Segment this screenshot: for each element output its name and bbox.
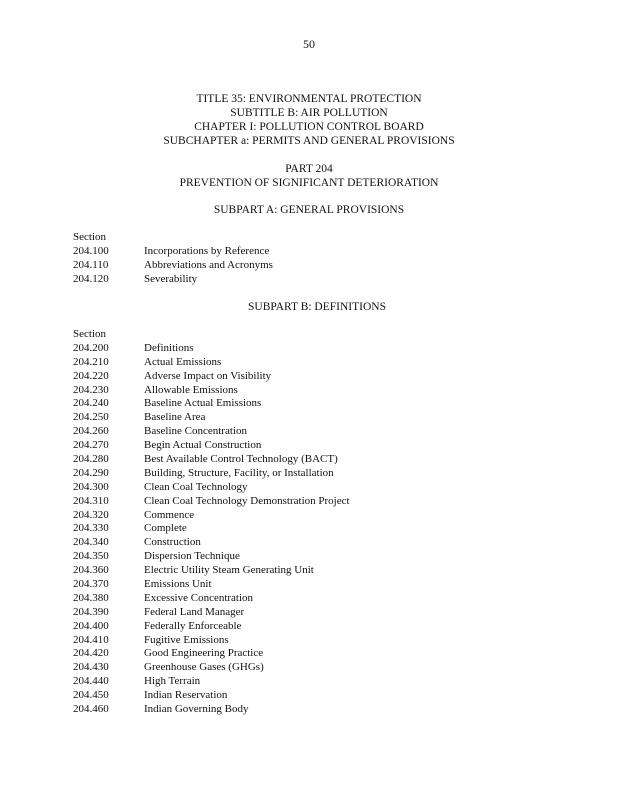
toc-row [73, 453, 350, 467]
section-title: Excessive Concentration [144, 591, 254, 604]
section-title: Definitions [144, 341, 194, 354]
section-number: 204.350 [73, 550, 109, 563]
toc-row [73, 439, 350, 453]
page-number: 50 [303, 37, 315, 51]
section-number: 204.320 [73, 508, 109, 521]
section-number: 204.360 [73, 564, 109, 577]
section-title: Indian Governing Body [144, 703, 249, 716]
toc-row [73, 509, 350, 523]
section-title: Begin Actual Construction [144, 439, 262, 452]
subpart-a-heading: SUBPART A: GENERAL PROVISIONS [213, 204, 405, 216]
toc-row [73, 578, 350, 592]
section-number: 204.280 [73, 453, 109, 466]
section-title: Complete [144, 522, 187, 535]
toc-row [73, 481, 350, 495]
section-label: Section [73, 328, 106, 340]
section-title: Good Engineering Practice [144, 647, 264, 660]
title-heading: TITLE 35: ENVIRONMENTAL PROTECTION [196, 93, 422, 105]
toc-row [73, 467, 350, 481]
section-number: 204.420 [73, 647, 109, 660]
toc-row [73, 564, 350, 578]
section-number: 204.340 [73, 536, 109, 549]
section-title: Best Available Control Technology (BACT) [144, 453, 338, 466]
toc-row [73, 675, 350, 689]
section-number: 204.390 [73, 605, 109, 618]
toc-row [73, 606, 350, 620]
toc-row [73, 245, 273, 259]
section-number: 204.120 [73, 272, 109, 285]
section-number: 204.440 [73, 675, 109, 688]
section-number: 204.450 [73, 689, 109, 702]
toc-row [73, 356, 350, 370]
toc-row [73, 425, 350, 439]
section-number: 204.200 [73, 341, 109, 354]
toc-row [73, 370, 350, 384]
section-title: Dispersion Technique [144, 550, 240, 563]
section-title: Emissions Unit [144, 578, 212, 591]
toc-row [73, 273, 273, 287]
toc-row [73, 634, 350, 648]
toc-row [73, 703, 350, 717]
part-heading: PART 204 [285, 163, 333, 175]
subtitle-heading: SUBTITLE B: AIR POLLUTION [230, 107, 388, 119]
section-title: Allowable Emissions [144, 383, 238, 396]
toc-row [73, 522, 350, 536]
section-number: 204.410 [73, 633, 109, 646]
toc-row [73, 661, 350, 675]
toc-row [73, 620, 350, 634]
section-title: Incorporations by Reference [144, 244, 270, 257]
section-title: Building, Structure, Facility, or Installation [144, 466, 334, 479]
section-number: 204.270 [73, 439, 109, 452]
section-title: Baseline Actual Emissions [144, 397, 262, 410]
section-number: 204.300 [73, 480, 109, 493]
section-title: Federal Land Manager [144, 605, 245, 618]
toc-row [73, 397, 350, 411]
section-title: Fugitive Emissions [144, 633, 229, 646]
section-number: 204.370 [73, 578, 109, 591]
section-number: 204.430 [73, 661, 109, 674]
chapter-heading: CHAPTER I: POLLUTION CONTROL BOARD [194, 121, 424, 133]
section-title: Greenhouse Gases (GHGs) [144, 661, 264, 674]
section-number: 204.230 [73, 383, 109, 396]
section-number: 204.220 [73, 369, 109, 382]
section-title: Indian Reservation [144, 689, 228, 702]
toc-row [73, 411, 350, 425]
section-number: 204.330 [73, 522, 109, 535]
subchapter-heading: SUBCHAPTER a: PERMITS AND GENERAL PROVISIONS [163, 135, 455, 147]
section-number: 204.250 [73, 411, 109, 424]
section-number: 204.240 [73, 397, 109, 410]
section-title: Baseline Area [144, 411, 206, 424]
section-title: Adverse Impact on Visibility [144, 369, 272, 382]
toc-row [73, 647, 350, 661]
section-title: Severability [144, 272, 198, 285]
section-number: 204.380 [73, 591, 109, 604]
section-title: Clean Coal Technology Demonstration Project [144, 494, 350, 507]
section-number: 204.460 [73, 703, 109, 716]
subpart-b-heading: SUBPART B: DEFINITIONS [248, 301, 386, 313]
section-number: 204.260 [73, 425, 109, 438]
section-title: High Terrain [144, 675, 201, 688]
subpart-a-section-list [73, 231, 273, 287]
section-title: Abbreviations and Acronyms [144, 258, 273, 271]
section-title: Electric Utility Steam Generating Unit [144, 564, 314, 577]
section-number: 204.210 [73, 355, 109, 368]
section-title: Construction [144, 536, 201, 549]
section-title: Actual Emissions [144, 355, 222, 368]
section-number: 204.110 [73, 258, 109, 271]
section-title: Federally Enforceable [144, 619, 242, 632]
toc-row [73, 536, 350, 550]
part-title-heading: PREVENTION OF SIGNIFICANT DETERIORATION [179, 177, 439, 189]
toc-row [73, 550, 350, 564]
section-title: Commence [144, 508, 195, 521]
section-number: 204.400 [73, 619, 109, 632]
toc-row [73, 342, 350, 356]
toc-row [73, 592, 350, 606]
toc-row [73, 259, 273, 273]
toc-row [73, 689, 350, 703]
section-number: 204.290 [73, 466, 109, 479]
section-number: 204.100 [73, 244, 109, 257]
section-title: Baseline Concentration [144, 425, 247, 438]
section-title: Clean Coal Technology [144, 480, 248, 493]
section-label: Section [73, 231, 106, 243]
toc-row [73, 495, 350, 509]
toc-row [73, 384, 350, 398]
subpart-b-section-list [73, 328, 350, 717]
section-number: 204.310 [73, 494, 109, 507]
